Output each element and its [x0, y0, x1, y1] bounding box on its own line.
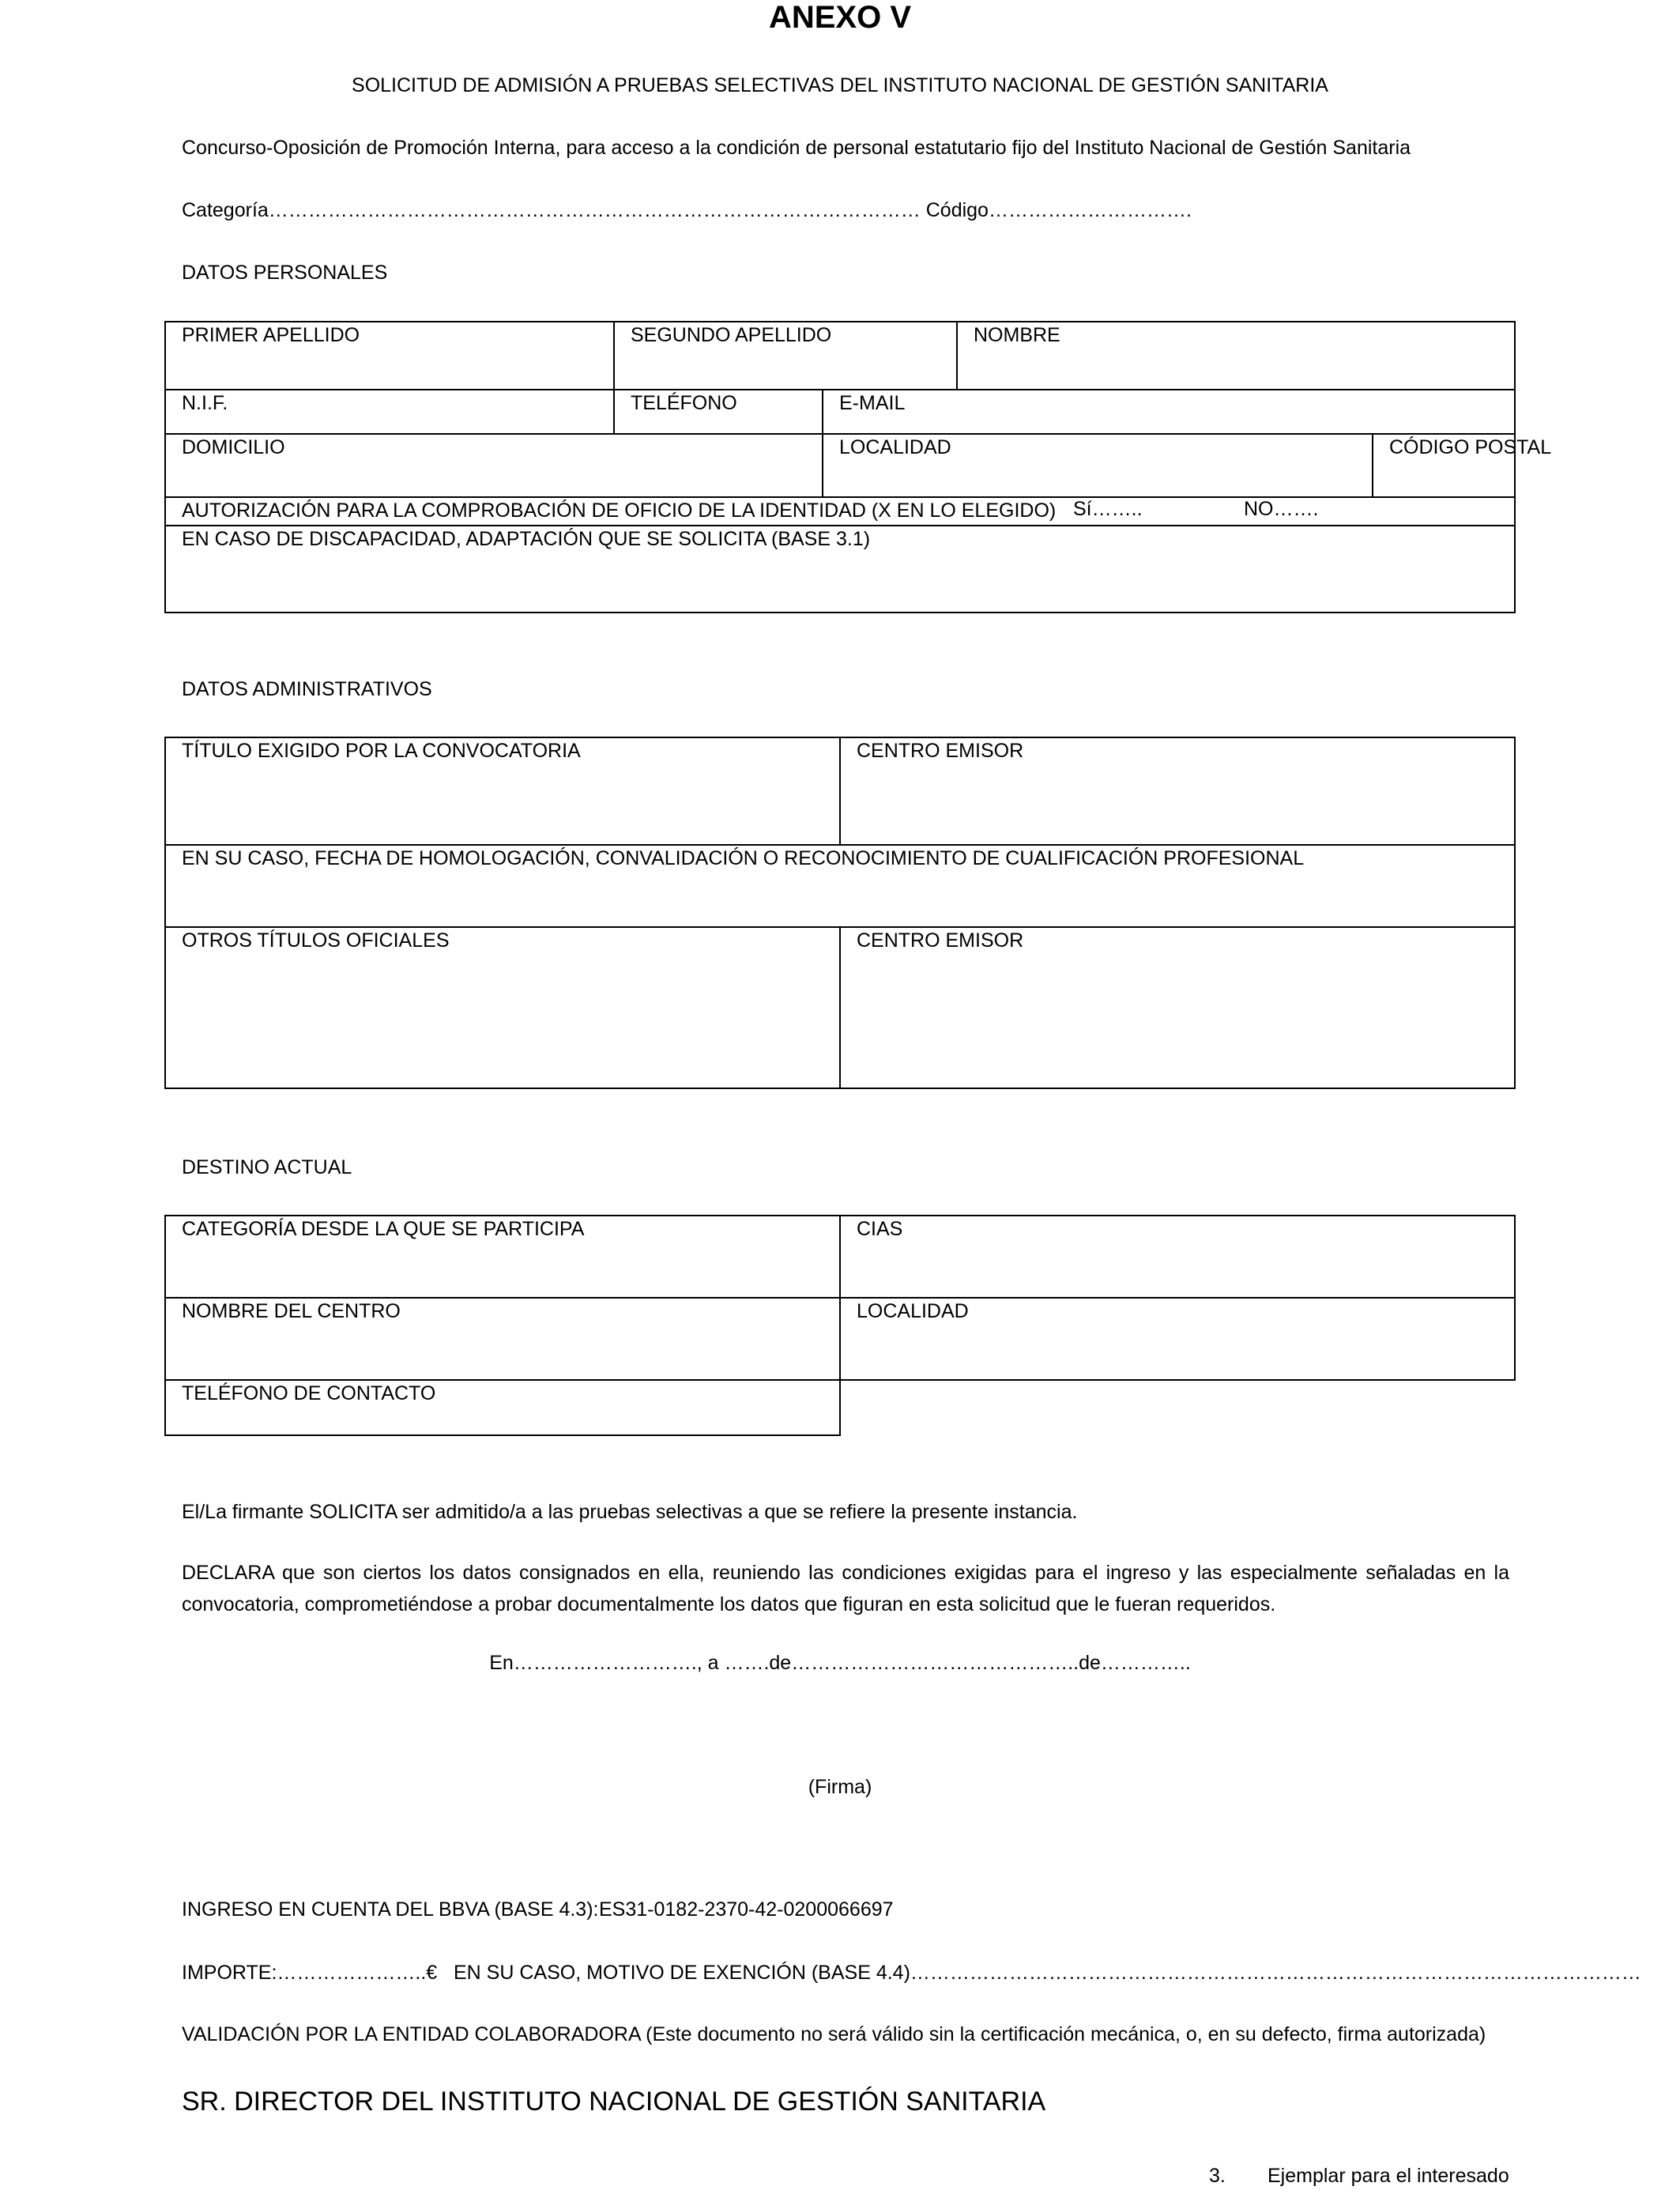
email-label: E-MAIL — [839, 392, 906, 414]
required-title-label: TÍTULO EXIGIDO POR LA CONVOCATORIA — [182, 740, 581, 762]
category-code-field[interactable]: Categoría……………………………………………………………………………………… Código…………………………. — [182, 199, 1192, 221]
amount-field[interactable]: IMPORTE:…………………..€ — [182, 1962, 438, 1984]
authorization-label: AUTORIZACIÓN PARA LA COMPROBACIÓN DE OFICIO DE LA IDENTIDAD (X EN LO ELEGIDO) — [182, 499, 1057, 522]
other-titles-field[interactable] — [165, 927, 840, 1088]
contact-phone-field[interactable] — [165, 1380, 840, 1435]
issuing-center-field[interactable] — [840, 737, 1515, 845]
homologation-label: EN SU CASO, FECHA DE HOMOLOGACIÓN, CONVALIDACIÓN O RECONOCIMIENTO DE CUALIFICACIÓN PROFESIONAL — [182, 847, 1305, 869]
personal-data-table — [164, 321, 1552, 613]
addressee: SR. DIRECTOR DEL INSTITUTO NACIONAL DE GESTIÓN SANITARIA — [182, 2087, 1046, 2117]
bank-account-iban: ES31-0182-2370-42-0200066697 — [599, 1898, 894, 1921]
bank-account-label: INGRESO EN CUENTA DEL BBVA (BASE 4.3): — [182, 1898, 599, 1921]
request-statement: El/La firmante SOLICITA ser admitido/a a las pruebas selectivas a que se refiere la presente instancia. — [182, 1501, 1078, 1523]
town-label: LOCALIDAD — [839, 436, 951, 458]
authorization-yes-option[interactable]: Sí…….. — [1073, 498, 1143, 520]
current-destination-table — [164, 1215, 1516, 1436]
current-destination-heading: DESTINO ACTUAL — [182, 1156, 352, 1178]
empty-cell — [840, 1380, 1515, 1435]
name-label: NOMBRE — [974, 324, 1060, 346]
second-surname-label: SEGUNDO APELLIDO — [631, 324, 832, 346]
destination-town-field[interactable] — [840, 1298, 1515, 1380]
identity-authorization-row — [165, 497, 1515, 526]
administrative-data-heading: DATOS ADMINISTRATIVOS — [182, 678, 432, 700]
phone-label: TELÉFONO — [631, 392, 737, 414]
document-title: ANEXO V — [768, 0, 912, 35]
contact-phone-label: TELÉFONO DE CONTACTO — [182, 1382, 436, 1404]
postal-code-field[interactable] — [1373, 434, 1552, 497]
nif-label: N.I.F. — [182, 392, 228, 414]
center-name-field[interactable] — [165, 1298, 840, 1380]
issuing-center-label: CENTRO EMISOR — [857, 740, 1024, 762]
copy-label: Ejemplar para el interesado — [1268, 2165, 1509, 2187]
participation-category-field[interactable] — [165, 1216, 840, 1298]
second-surname-field[interactable] — [614, 322, 957, 390]
competition-description: Concurso-Oposición de Promoción Interna, para acceso a la condición de personal estatutario fijo del Instituto Nacional de Gestión Sanitaria — [182, 137, 1411, 159]
address-field[interactable] — [165, 434, 823, 497]
copy-number: 3. — [1209, 2165, 1226, 2187]
homologation-date-field[interactable] — [165, 845, 1515, 927]
place-date-line[interactable]: En………………………., a …….de……………………………………..de………….. — [489, 1652, 1191, 1674]
document-subtitle: SOLICITUD DE ADMISIÓN A PRUEBAS SELECTIVAS DEL INSTITUTO NACIONAL DE GESTIÓN SANITARIA — [352, 74, 1328, 96]
town-field[interactable] — [823, 434, 1373, 497]
email-field[interactable] — [823, 390, 1515, 434]
issuing-center-2-field[interactable] — [840, 927, 1515, 1088]
validation-note: VALIDACIÓN POR LA ENTIDAD COLABORADORA (Este documento no será válido sin la certificación mecánica, o, en su defecto, firma autorizada) — [182, 2023, 1486, 2045]
participation-category-label: CATEGORÍA DESDE LA QUE SE PARTICIPA — [182, 1218, 585, 1240]
personal-data-heading: DATOS PERSONALES — [182, 262, 388, 284]
center-name-label: NOMBRE DEL CENTRO — [182, 1300, 401, 1322]
phone-field[interactable] — [614, 390, 823, 434]
exemption-reason-field[interactable]: EN SU CASO, MOTIVO DE EXENCIÓN (BASE 4.4)………………………………………………………………………………………………… — [454, 1962, 1641, 1984]
administrative-data-table — [164, 737, 1516, 1089]
disability-label: EN CASO DE DISCAPACIDAD, ADAPTACIÓN QUE SE SOLICITA (BASE 3.1) — [182, 528, 871, 550]
name-field[interactable] — [957, 322, 1515, 390]
authorization-no-option[interactable]: NO……. — [1244, 498, 1319, 520]
cias-field[interactable] — [840, 1216, 1515, 1298]
disability-adaptation-field[interactable] — [165, 526, 1515, 613]
issuing-center-2-label: CENTRO EMISOR — [857, 929, 1024, 952]
other-titles-label: OTROS TÍTULOS OFICIALES — [182, 929, 450, 952]
required-title-field[interactable] — [165, 737, 840, 845]
destination-town-label: LOCALIDAD — [857, 1300, 969, 1322]
first-surname-label: PRIMER APELLIDO — [182, 324, 360, 346]
cias-label: CIAS — [857, 1218, 903, 1240]
signature-label: (Firma) — [808, 1776, 872, 1798]
nif-field[interactable] — [165, 390, 614, 434]
postal-code-label: CÓDIGO POSTAL — [1389, 436, 1552, 458]
declaration-statement: DECLARA que son ciertos los datos consignados en ella, reuniendo las condiciones exigidas para el ingreso y las especialmente señaladas en la convocatoria, comprometiéndose a probar documentalmente los datos que figuran en esta solicitud que le fueran requeridos. — [182, 1562, 1509, 1615]
first-surname-field[interactable] — [165, 322, 614, 390]
address-label: DOMICILIO — [182, 436, 285, 458]
